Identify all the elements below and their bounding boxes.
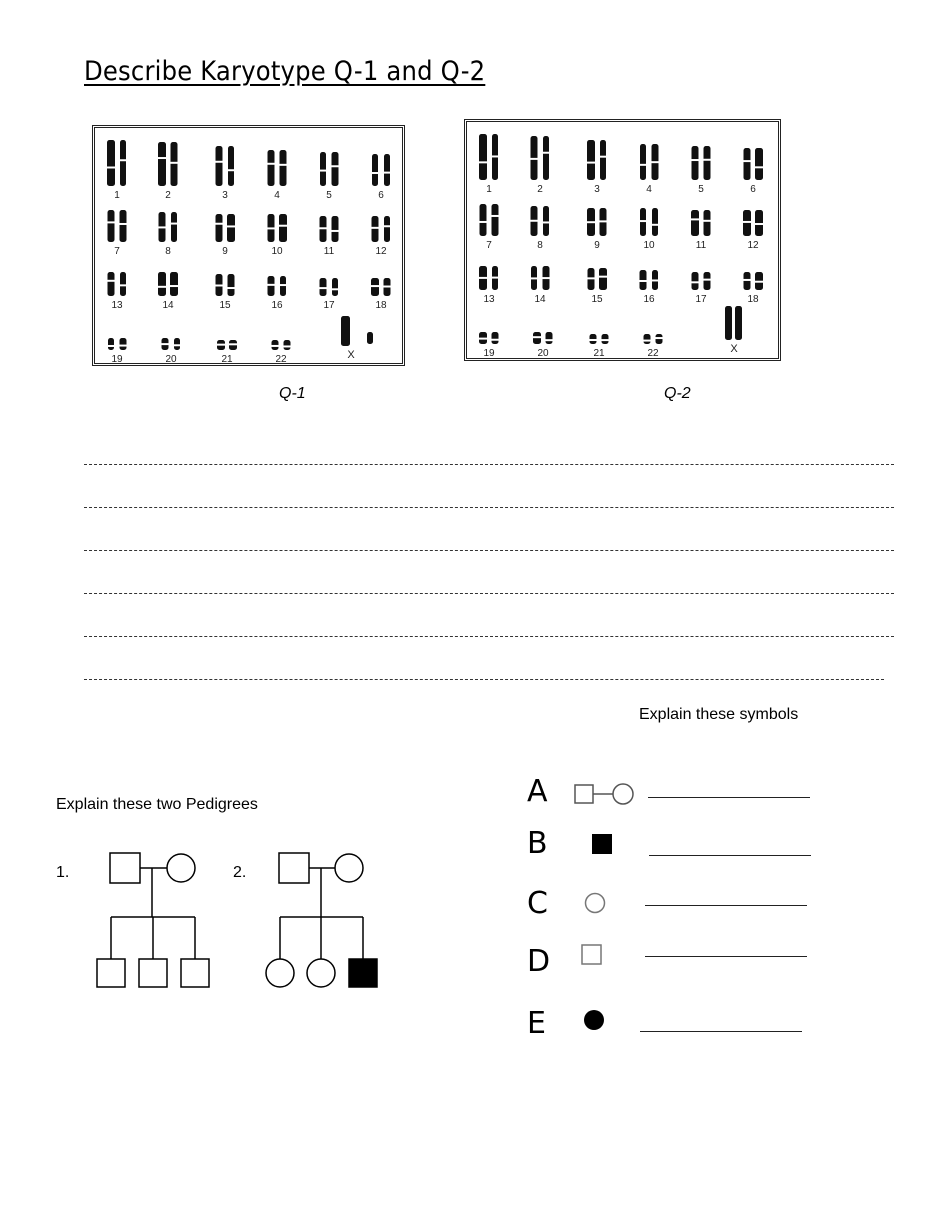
- chromosome-band: [492, 339, 499, 341]
- chromosome-pair: [216, 214, 236, 242]
- chromosome-pair: [531, 266, 550, 290]
- chromosome: [284, 340, 291, 350]
- chromosome-band: [107, 166, 115, 168]
- chromosome-number-label: 9: [594, 240, 600, 251]
- symbol-letter-e: E: [527, 1006, 546, 1041]
- chromosome-pair: [268, 214, 288, 242]
- answer-line-1[interactable]: [84, 464, 894, 466]
- chromosome-band: [280, 284, 286, 286]
- chromosome: [704, 272, 711, 290]
- karyotype-q1-chromosomes: [95, 128, 402, 363]
- chromosome-band: [479, 161, 487, 163]
- chromosome-band: [268, 163, 275, 165]
- chromosome: [216, 214, 223, 242]
- symbol-e-answer-line[interactable]: [640, 1031, 802, 1032]
- chromosome: [158, 272, 166, 296]
- chromosome-band: [384, 225, 390, 227]
- chromosome-pair: [159, 212, 178, 242]
- chromosome-pair: [216, 274, 235, 296]
- chromosome: [216, 146, 223, 186]
- chromosome-number-label: 15: [591, 294, 603, 305]
- chromosome: [384, 216, 390, 242]
- chromosome: [108, 272, 115, 296]
- chromosome-pair: [272, 340, 291, 350]
- chromosome-band: [755, 166, 763, 168]
- chromosome-band: [744, 160, 751, 162]
- chromosome-band: [228, 287, 235, 289]
- pedigree-2-diagram: [260, 845, 390, 995]
- answer-line-5[interactable]: [84, 636, 894, 638]
- chromosome-pair: [320, 152, 339, 186]
- chromosome: [372, 154, 378, 186]
- symbol-d-answer-line[interactable]: [645, 956, 807, 957]
- chromosome: [692, 146, 699, 180]
- chromosome: [640, 144, 646, 180]
- page-title: Describe Karyotype Q-1 and Q-2: [84, 56, 486, 87]
- chromosome-band: [656, 337, 663, 339]
- chromosome-pair: [587, 208, 607, 236]
- chromosome: [174, 338, 180, 350]
- chromosome-pair: [691, 210, 711, 236]
- chromosome-band: [108, 280, 115, 282]
- chromosome-number-label: 21: [593, 348, 605, 358]
- chromosome-band: [692, 281, 699, 283]
- chromosome: [227, 214, 235, 242]
- female-symbol-icon: [582, 890, 608, 916]
- chromosome-pair: [644, 334, 663, 344]
- chromosome: [120, 338, 127, 350]
- chromosome-band: [640, 164, 646, 166]
- chromosome-band: [531, 158, 538, 160]
- chromosome: [171, 142, 178, 186]
- chromosome-number-label: 22: [647, 348, 659, 358]
- chromosome: [744, 148, 751, 180]
- chromosome-number-label: 2: [537, 184, 543, 195]
- chromosome-band: [640, 220, 646, 222]
- chromosome-band: [174, 344, 180, 346]
- chromosome-band: [280, 164, 287, 166]
- chromosome: [644, 334, 651, 344]
- karyotype-q2-image: [464, 119, 781, 361]
- symbol-a-answer-line[interactable]: [648, 797, 810, 798]
- chromosome: [279, 214, 287, 242]
- sex-chromosome: [725, 306, 732, 340]
- chromosome-number-label: 6: [378, 190, 384, 201]
- chromosome-number-label: 21: [221, 354, 233, 363]
- chromosome-number-label: 20: [165, 354, 177, 363]
- chromosome: [755, 148, 763, 180]
- chromosome: [744, 272, 751, 290]
- chromosome-band: [229, 343, 237, 345]
- couple-symbol-icon: [572, 782, 638, 806]
- sex-chromosome: [367, 332, 373, 344]
- chromosome-band: [120, 284, 126, 286]
- chromosome-pair: [479, 332, 499, 344]
- chromosome: [268, 276, 275, 296]
- chromosome: [372, 216, 379, 242]
- symbol-c-answer-line[interactable]: [645, 905, 807, 906]
- chromosome-number-label: 3: [594, 184, 600, 195]
- chromosome-number-label: 5: [326, 190, 332, 201]
- chromosome-number-label: 4: [274, 190, 280, 201]
- chromosome: [704, 146, 711, 180]
- chromosome-pair: [588, 268, 608, 290]
- chromosome: [268, 150, 275, 186]
- chromosome-number-label: 8: [537, 240, 543, 251]
- chromosome-band: [228, 169, 234, 171]
- chromosome-band: [272, 345, 279, 347]
- chromosome-pair: [692, 272, 711, 290]
- chromosome-band: [158, 157, 166, 159]
- chromosome: [170, 272, 178, 296]
- affected-male-symbol-icon: [588, 830, 616, 858]
- chromosome-pair: [640, 208, 658, 236]
- chromosome-band: [216, 161, 223, 163]
- chromosome-band: [533, 336, 541, 338]
- sex-chromosome: [341, 316, 350, 346]
- chromosome: [590, 334, 597, 344]
- chromosome: [108, 210, 115, 242]
- pedigree-2-label: 2.: [233, 864, 247, 881]
- chromosome-number-label: 15: [219, 300, 231, 311]
- answer-line-6[interactable]: [84, 679, 884, 681]
- chromosome: [332, 216, 339, 242]
- chromosome-number-label: 17: [323, 300, 335, 311]
- chromosome-number-label: 11: [323, 246, 335, 257]
- chromosome-band: [171, 162, 178, 164]
- chromosome-number-label: 14: [162, 300, 174, 311]
- chromosome-number-label: 18: [375, 300, 387, 311]
- chromosome-pair: [533, 332, 553, 344]
- chromosome-band: [332, 165, 339, 167]
- chromosome-band: [332, 230, 339, 232]
- chromosome-number-label: 8: [165, 246, 171, 257]
- chromosome: [743, 210, 751, 236]
- symbol-letter-c: C: [527, 886, 548, 921]
- chromosome-number-label: 20: [537, 348, 549, 358]
- chromosome: [332, 278, 338, 296]
- chromosome: [543, 136, 549, 180]
- chromosome-band: [320, 170, 326, 172]
- symbols-heading: Explain these symbols: [639, 706, 799, 723]
- sex-chromosome-label: X: [730, 343, 738, 355]
- chromosome-number-label: 13: [483, 294, 495, 305]
- chromosome-pair: [108, 210, 127, 242]
- chromosome-band: [691, 218, 699, 220]
- sex-chromosome-label: X: [347, 349, 355, 361]
- chromosome: [691, 210, 699, 236]
- sex-chromosomes: [725, 306, 742, 340]
- chromosome-band: [543, 152, 549, 154]
- chromosome-number-label: 16: [643, 294, 655, 305]
- chromosome-pair: [744, 272, 764, 290]
- chromosome-number-label: 1: [114, 190, 120, 201]
- karyotype-q1-image: [92, 125, 405, 366]
- chromosome-pair: [162, 338, 181, 350]
- chromosome-band: [587, 221, 595, 223]
- chromosome-number-label: 17: [695, 294, 707, 305]
- chromosome-band: [159, 226, 166, 228]
- pedigrees-heading: Explain these two Pedigrees: [56, 796, 258, 813]
- affected-female-symbol-icon: [580, 1006, 608, 1034]
- answer-line-3[interactable]: [84, 550, 894, 552]
- chromosome-band: [692, 159, 699, 161]
- chromosome-pair: [217, 340, 237, 350]
- chromosome-band: [543, 221, 549, 223]
- chromosome-pair: [268, 150, 287, 186]
- chromosome-band: [755, 223, 763, 225]
- chromosome-band: [704, 220, 711, 222]
- chromosome-band: [372, 172, 378, 174]
- chromosome-number-label: 10: [271, 246, 283, 257]
- chromosome: [120, 210, 127, 242]
- chromosome-band: [120, 345, 127, 347]
- chromosome: [320, 278, 327, 296]
- chromosome-band: [108, 345, 114, 347]
- chromosome-number-label: 22: [275, 354, 287, 363]
- chromosome-number-label: 13: [111, 300, 123, 311]
- chromosome: [543, 206, 549, 236]
- symbol-letter-b: B: [527, 826, 548, 861]
- chromosome-band: [120, 159, 126, 161]
- chromosome: [755, 210, 763, 236]
- chromosome: [120, 140, 126, 186]
- chromosome-band: [217, 344, 225, 346]
- chromosome-band: [227, 225, 235, 227]
- chromosome-number-label: 18: [747, 294, 759, 305]
- chromosome-band: [216, 284, 223, 286]
- chromosome-number-label: 14: [534, 294, 546, 305]
- chromosome-band: [652, 224, 658, 226]
- chromosome-number-label: 7: [486, 240, 492, 251]
- chromosome-band: [320, 287, 327, 289]
- chromosome-band: [704, 159, 711, 161]
- chromosome-number-label: 19: [483, 348, 495, 358]
- chromosome-pair: [480, 204, 499, 236]
- chromosome: [320, 152, 326, 186]
- chromosome-pair: [108, 338, 127, 350]
- chromosome-number-label: 11: [695, 240, 707, 251]
- chromosome-band: [600, 220, 607, 222]
- chromosome-pair: [372, 154, 390, 186]
- chromosome-pair: [320, 278, 339, 296]
- chromosome-pair: [744, 148, 764, 180]
- chromosome: [492, 332, 499, 344]
- chromosome-pair: [216, 146, 235, 186]
- chromosome: [332, 152, 339, 186]
- chromosome-number-label: 10: [643, 240, 655, 251]
- chromosome: [228, 274, 235, 296]
- chromosome-pair: [590, 334, 609, 344]
- chromosome-number-label: 3: [222, 190, 228, 201]
- chromosome: [107, 140, 115, 186]
- chromosome-pair: [479, 134, 498, 180]
- chromosome-band: [216, 223, 223, 225]
- chromosome-number-label: 4: [646, 184, 652, 195]
- chromosome-band: [492, 277, 498, 279]
- chromosome-band: [543, 277, 550, 279]
- chromosome-pair: [107, 140, 126, 186]
- chromosome-band: [602, 339, 609, 341]
- chromosome: [652, 208, 658, 236]
- chromosome-band: [644, 340, 651, 342]
- chromosome-band: [531, 220, 538, 222]
- chromosome-pair: [371, 278, 391, 296]
- karyotype-q2-caption: Q-2: [664, 385, 691, 402]
- chromosome-band: [320, 227, 327, 229]
- chromosome-band: [704, 279, 711, 281]
- chromosome-pair: [587, 140, 606, 180]
- chromosome-pair: [743, 210, 763, 236]
- chromosome-band: [170, 285, 178, 287]
- chromosome: [602, 334, 609, 344]
- chromosome-pair: [320, 216, 339, 242]
- answer-line-2[interactable]: [84, 507, 894, 509]
- chromosome: [479, 134, 487, 180]
- chromosome-pair: [479, 266, 498, 290]
- chromosome-band: [371, 285, 379, 287]
- chromosome-number-label: 9: [222, 246, 228, 257]
- karyotype-q1-caption: Q-1: [279, 385, 306, 402]
- symbol-letter-a: A: [527, 774, 548, 809]
- chromosome-band: [652, 161, 659, 163]
- chromosome-pair: [268, 276, 287, 296]
- chromosome: [600, 140, 606, 180]
- chromosome-band: [640, 280, 647, 282]
- chromosome-band: [158, 286, 166, 288]
- karyotype-q2-chromosomes: [467, 122, 778, 358]
- chromosome-pair: [531, 136, 550, 180]
- chromosome-number-label: 7: [114, 246, 120, 257]
- chromosome-band: [590, 339, 597, 341]
- chromosome: [599, 268, 607, 290]
- chromosome-band: [279, 225, 287, 227]
- chromosome-pair: [692, 146, 711, 180]
- chromosome: [704, 210, 711, 236]
- chromosome: [158, 142, 166, 186]
- chromosome-band: [599, 276, 607, 278]
- chromosome-band: [162, 343, 169, 345]
- chromosome: [120, 272, 126, 296]
- chromosome: [546, 332, 553, 344]
- chromosome-band: [652, 279, 658, 281]
- chromosome-band: [332, 288, 338, 290]
- sex-chromosome: [735, 306, 742, 340]
- chromosome-pair: [372, 216, 391, 242]
- chromosome-band: [479, 277, 487, 279]
- chromosome-band: [384, 172, 390, 174]
- chromosome-band: [531, 277, 537, 279]
- chromosome-band: [480, 221, 487, 223]
- chromosome-band: [600, 156, 606, 158]
- chromosome-number-label: 16: [271, 300, 283, 311]
- chromosome: [108, 338, 114, 350]
- chromosome-band: [268, 284, 275, 286]
- symbol-letter-d: D: [527, 944, 551, 979]
- chromosome-band: [171, 223, 177, 225]
- chromosome: [480, 204, 487, 236]
- chromosome-band: [479, 338, 487, 340]
- chromosome: [492, 204, 499, 236]
- pedigree-1-label: 1.: [56, 864, 70, 881]
- chromosome-pair: [108, 272, 127, 296]
- chromosome-band: [384, 286, 391, 288]
- chromosome-number-label: 12: [375, 246, 387, 257]
- answer-line-4[interactable]: [84, 593, 894, 595]
- chromosome-band: [755, 281, 763, 283]
- chromosome-band: [546, 339, 553, 341]
- chromosome-pair: [158, 272, 178, 296]
- chromosome-number-label: 12: [747, 240, 759, 251]
- chromosome-band: [268, 227, 275, 229]
- symbol-b-answer-line[interactable]: [649, 855, 811, 856]
- chromosome-pair: [158, 142, 178, 186]
- chromosome-number-label: 19: [111, 354, 123, 363]
- chromosome-pair: [640, 144, 659, 180]
- chromosome: [692, 272, 699, 290]
- chromosome: [280, 150, 287, 186]
- chromosome-band: [108, 221, 115, 223]
- chromosome-band: [588, 277, 595, 279]
- sex-chromosomes: [341, 316, 373, 346]
- chromosome-pair: [640, 270, 659, 290]
- pedigree-1-diagram: [90, 845, 220, 995]
- chromosome: [384, 154, 390, 186]
- male-symbol-icon: [579, 942, 605, 968]
- chromosome-band: [743, 221, 751, 223]
- chromosome: [228, 146, 234, 186]
- chromosome: [587, 140, 595, 180]
- chromosome-band: [284, 345, 291, 347]
- chromosome-band: [372, 227, 379, 229]
- chromosome-number-label: 1: [486, 184, 492, 195]
- chromosome-band: [492, 155, 498, 157]
- chromosome-number-label: 5: [698, 184, 704, 195]
- chromosome-number-label: 6: [750, 184, 756, 195]
- chromosome: [171, 212, 177, 242]
- chromosome-band: [492, 215, 499, 217]
- chromosome-number-label: 2: [165, 190, 171, 201]
- chromosome-band: [120, 223, 127, 225]
- chromosome-band: [744, 279, 751, 281]
- chromosome-band: [587, 162, 595, 164]
- chromosome-pair: [531, 206, 550, 236]
